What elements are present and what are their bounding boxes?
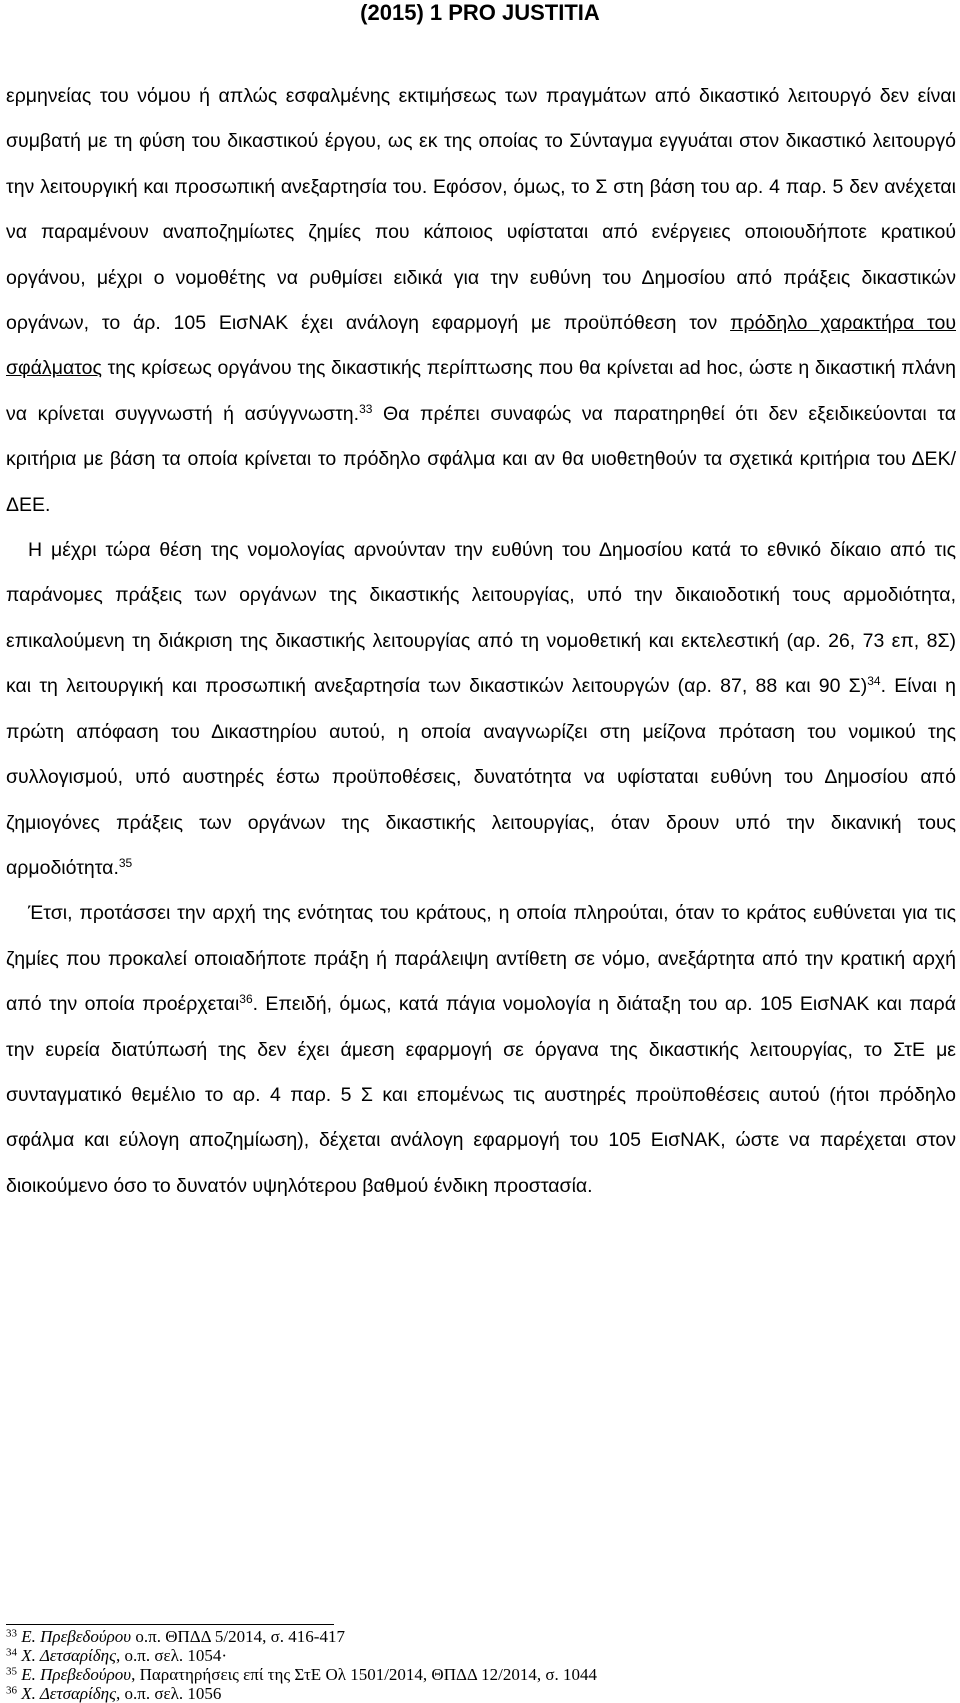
paragraph-text: της κρίσεως οργάνου της δικαστικής περίπτωσης που θα κρίνεται ad hoc, ώστε η δικαστική πλάνη να κρίνεται συγγνωστή ή ασύγγνωστη.: [6, 357, 956, 425]
footnote: [6, 1684, 956, 1703]
footnote-number: 33: [6, 1627, 17, 1640]
footnote-number: 34: [6, 1646, 17, 1659]
footnote-ref[interactable]: 34: [867, 674, 881, 689]
paragraph-text: Έτσι, προτάσσει την αρχή της ενότητας του κράτους, η οποία πληρούται, όταν το κράτος ευθύνεται για τις ζημίες που προκαλεί οποιαδήποτε πράξη ή παράλειψη αντίθετη σε νόμο, ανεξάρτητα από την κρατική αρχή από την οποία προέρχεται: [6, 902, 956, 1016]
body-text: [6, 74, 956, 1209]
footnotes: [6, 1627, 956, 1703]
underlined-phrase: πρόδηλο χαρακτήρα του σφάλματος: [6, 312, 956, 380]
paragraph-1: [6, 74, 956, 528]
paragraph-text: Η μέχρι τώρα θέση της νομολογίας αρνούνταν την ευθύνη του Δημοσίου κατά το εθνικό δίκαιο από τις παράνομες πράξεις των οργάνων της δικαστικής λειτουργίας, υπό την δικαιοδοτική τους αρμοδιότητα, επικαλούμενη τη διάκριση της δικαστικής λειτουργίας από τη νομοθετική και εκτελεστική (αρ. 26, 73 επ, 8Σ) και τη λειτουργική και προσωπική ανεξαρτησία των δικαστικών λειτουργών (αρ. 87, 88 και 90 Σ): [6, 539, 956, 698]
footnote: [6, 1665, 956, 1684]
footnote-ref[interactable]: 35: [118, 855, 133, 870]
page-header: (2015) 1 PRO JUSTITIA: [360, 0, 600, 25]
footnote-author: Ε. Πρεβεδούρου: [21, 1665, 132, 1684]
footnote-text: , ο.π. σελ. 1054·: [116, 1646, 228, 1665]
footnote-number: 36: [6, 1684, 17, 1697]
footnote-author: Χ. Δετσαρίδης: [21, 1684, 117, 1703]
footnote: [6, 1646, 956, 1665]
footnote: [6, 1627, 956, 1646]
footnote-ref[interactable]: 33: [359, 401, 373, 416]
paragraph-text: Θα πρέπει συναφώς να παρατηρηθεί ότι δεν εξειδικεύονται τα κριτήρια με βάση τα οποία κρίνεται το πρόδηλο σφάλμα και αν θα υιοθετηθούν τα σχετικά κριτήρια του ΔΕΚ/ΔΕΕ.: [6, 402, 956, 516]
paragraph-3: [6, 891, 956, 1209]
footnote-number: 35: [6, 1665, 17, 1678]
footnote-ref[interactable]: 36: [239, 991, 253, 1006]
footnote-author: Ε. Πρεβεδούρου: [21, 1627, 132, 1646]
paragraph-2: [6, 528, 956, 891]
footnote-text: , Παρατηρήσεις επί της ΣτΕ Ολ 1501/2014, ΘΠΔΔ 12/2014, σ. 1044: [131, 1665, 598, 1684]
paragraph-text: . Είναι η πρώτη απόφαση του Δικαστηρίου αυτού, η οποία αναγνωρίζει στη μείζονα πρόταση του νομικού της συλλογισμού, υπό αυστηρές έστω προϋποθέσεις, δυνατότητα να υφίσταται ευθύνη του Δημοσίου από ζημιογόνες πράξεις των οργάνων της δικαστικής λειτουργίας, όταν δρουν υπό την δικανική τους αρμοδιότητα.: [6, 675, 956, 879]
footnote-separator: [6, 1624, 334, 1625]
footnote-text: , ο.π. σελ. 1056: [116, 1684, 222, 1703]
paragraph-text: ερμηνείας του νόμου ή απλώς εσφαλμένης εκτιμήσεως των πραγμάτων από δικαστικό λειτουργό δεν είναι συμβατή με τη φύση του δικαστικού έργου, ως εκ της οποίας το Σύνταγμα εγγυάται στον δικαστικό λειτουργό την λειτουργική και προσωπική ανεξαρτησία του. Εφόσον, όμως, το Σ στη βάση του αρ. 4 παρ. 5 δεν ανέχεται να παραμένουν αναποζημίωτες ζημίες που κάποιος υφίσταται από ενέργειες οποιουδήποτε κρατικού οργάνου, μέχρι ο νομοθέτης να ρυθμίσει ειδικά για την ευθύνη του Δημοσίου από πράξεις δικαστικών οργάνων, το άρ. 105 ΕισΝΑΚ έχει ανάλογη εφαρμογή με προϋπόθεση τον: [6, 85, 956, 335]
paragraph-text: . Επειδή, όμως, κατά πάγια νομολογία η διάταξη του αρ. 105 ΕισΝΑΚ και παρά την ευρεία διατύπωσή της δεν έχει άμεση εφαρμογή σε όργανα της δικαστικής λειτουργίας, το ΣτΕ με συνταγματικό θεμέλιο το αρ. 4 παρ. 5 Σ και επομένως τις αυστηρές προϋποθέσεις αυτού (ήτοι πρόδηλο σφάλμα και εύλογη αποζημίωση), δέχεται ανάλογη εφαρμογή του 105 ΕισΝΑΚ, ώστε να παρέχεται στον διοικούμενο όσο το δυνατόν υψηλότερου βαθμού ένδικη προστασία.: [6, 993, 956, 1197]
footnote-text: ο.π. ΘΠΔΔ 5/2014, σ. 416-417: [131, 1627, 345, 1646]
footnote-author: Χ. Δετσαρίδης: [21, 1646, 117, 1665]
